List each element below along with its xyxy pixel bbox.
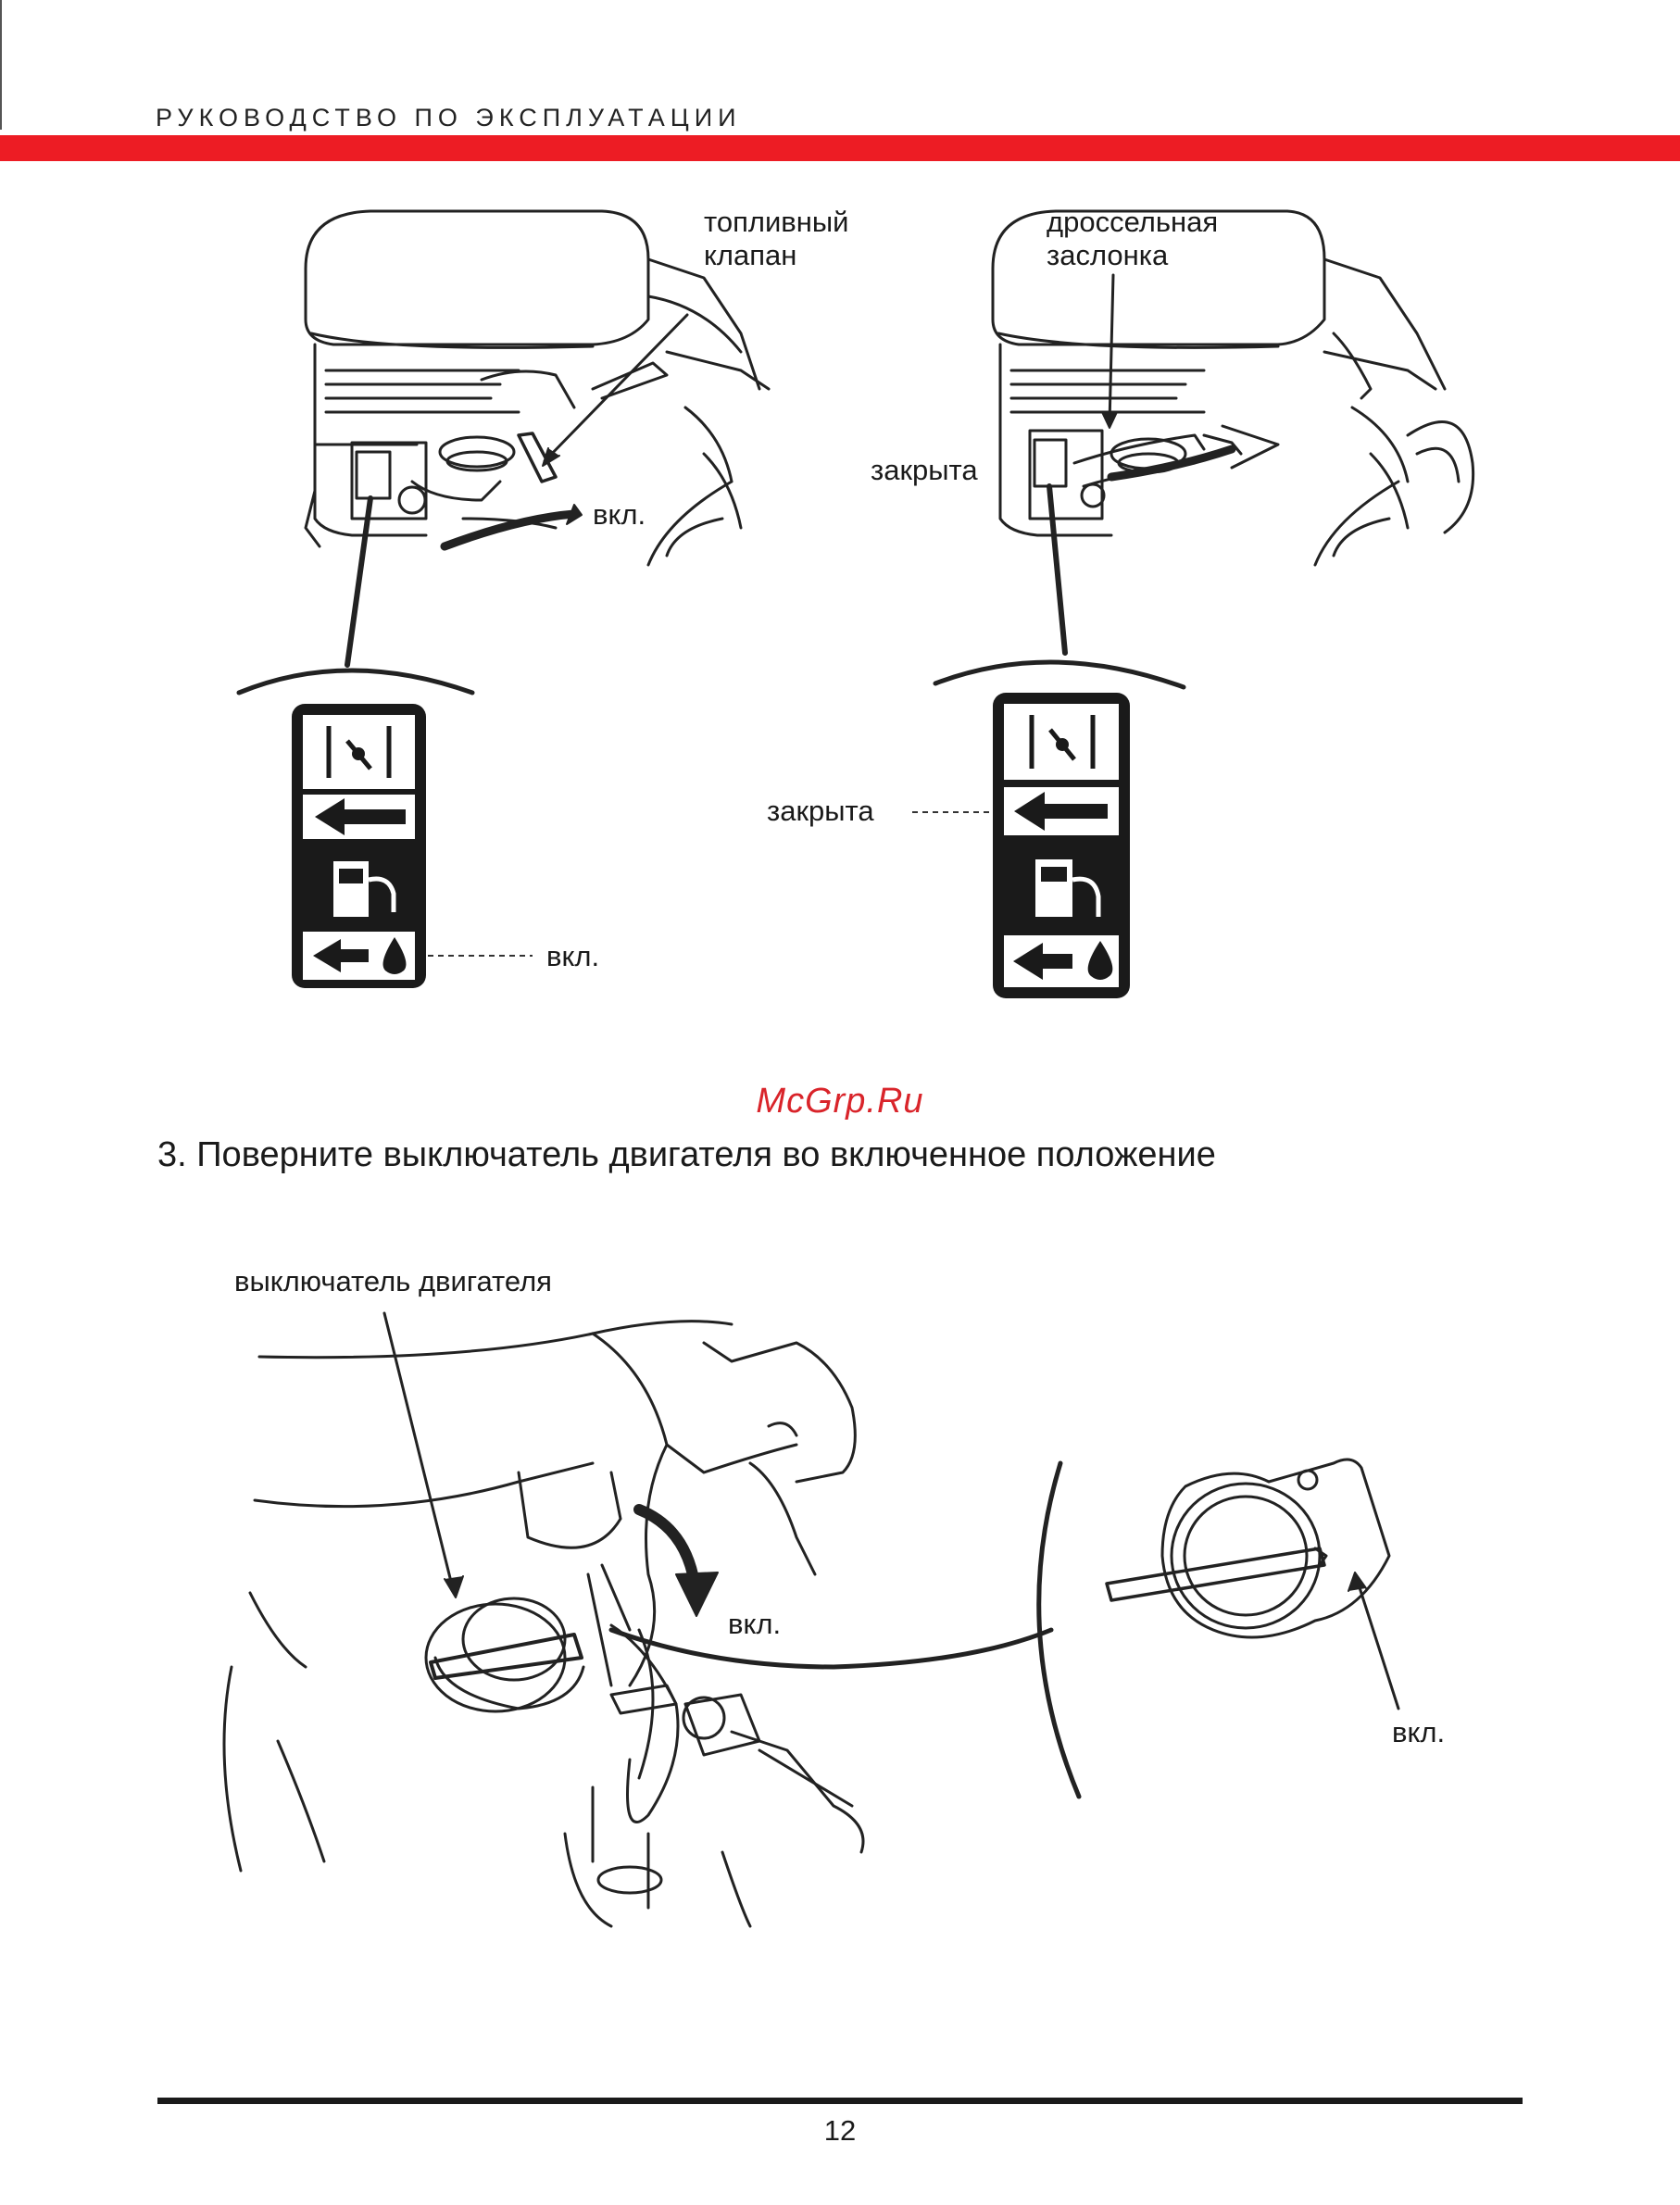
watermark: McGrp.Ru [756, 1082, 924, 1121]
right-decal-arc [935, 662, 1184, 687]
choke-label-wrap [1047, 206, 1241, 272]
right-on-leader [1357, 1579, 1398, 1709]
fuel-valve-label: топливный клапан [704, 206, 849, 271]
left-decal-arc [239, 670, 472, 693]
fuel-valve-leader [545, 315, 687, 461]
left-decal-connector [347, 498, 370, 665]
switch-on-label-center: вкл. [728, 1608, 782, 1640]
fuel-valve-label-line1 [704, 206, 861, 272]
footer-rule [157, 2098, 1523, 2104]
right-engine-closed-label: закрыта [871, 454, 978, 486]
step-3-text: 3. Поверните выключатель двигателя во включенное положение [157, 1135, 1216, 1174]
right-decal-closed-label: закрыта [767, 795, 874, 827]
header-title: РУКОВОДСТВО ПО ЭКСПЛУАТАЦИИ [156, 104, 742, 132]
right-decal-connector [1049, 486, 1065, 653]
choke-label: дроссельная заслонка [1047, 206, 1219, 271]
engine-switch-label: выключатель двигателя [234, 1265, 552, 1297]
left-decal-on-label: вкл. [546, 940, 600, 972]
magnifier-arc [1039, 1463, 1079, 1797]
left-control-decal [292, 704, 426, 988]
magnified-switch [1107, 1460, 1389, 1637]
left-engine-drawing [306, 211, 769, 565]
left-engine-on-label: вкл. [593, 498, 646, 531]
choke-leader [1110, 275, 1113, 424]
engine-switch-illustration [0, 1287, 1680, 1954]
right-control-decal [993, 693, 1130, 998]
page-number: 12 [823, 2114, 857, 2147]
switch-on-label-right: вкл. [1392, 1716, 1446, 1748]
engine-illustrations-top [0, 0, 1680, 1037]
magnifier-connector [611, 1630, 1051, 1667]
